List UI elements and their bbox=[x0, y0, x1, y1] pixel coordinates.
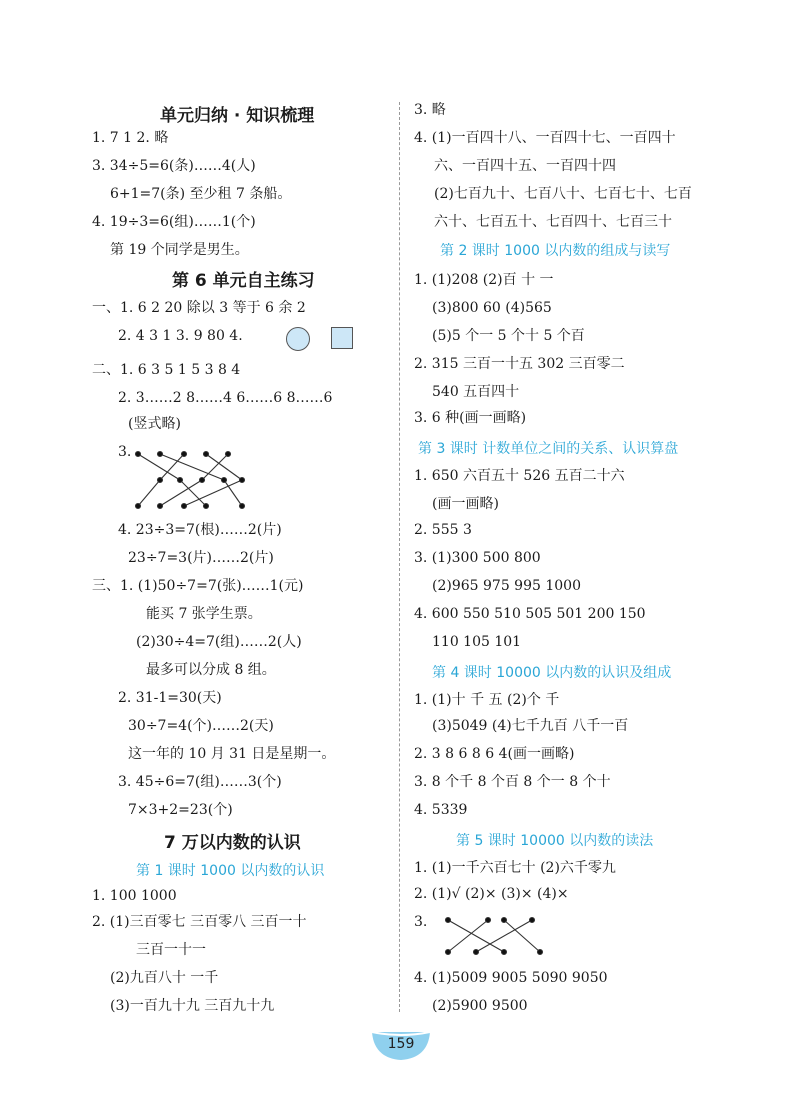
answer-line: 能买 7 张学生票。 bbox=[146, 606, 262, 622]
answer-line: 23÷7=3(片)……2(片) bbox=[128, 550, 274, 566]
lesson-title-2: 第 2 课时 1000 以内数的组成与读写 bbox=[440, 243, 671, 259]
chapter-title-7: 7 万以内数的认识 bbox=[164, 833, 301, 853]
answer-line: 540 五百四十 bbox=[432, 384, 520, 400]
answer-line: 4. 5339 bbox=[414, 802, 468, 818]
answer-line: 1. (1)一千六百七十 (2)六千零九 bbox=[414, 860, 616, 876]
answer-line: (竖式略) bbox=[128, 416, 181, 432]
answer-line: (3)一百九十九 三百九十九 bbox=[110, 998, 275, 1014]
answer-line: 2. 555 3 bbox=[414, 522, 472, 538]
answer-line: 6+1=7(条) 至少租 7 条船。 bbox=[110, 186, 292, 202]
answer-line: 4. (1)5009 9005 5090 9050 bbox=[414, 970, 608, 986]
lesson-title-4: 第 4 课时 10000 以内数的认识及组成 bbox=[432, 665, 672, 681]
answer-line: (3)800 60 (4)565 bbox=[432, 300, 552, 316]
answer-line: (3)5049 (4)七千九百 八千一百 bbox=[432, 718, 629, 734]
answer-line: 三百一十一 bbox=[136, 942, 206, 958]
answer-line: 4. (1)一百四十八、一百四十七、一百四十 bbox=[414, 130, 676, 146]
answer-line: 2. (1)三百零七 三百零八 三百一十 bbox=[92, 914, 307, 930]
section-title-unit-summary: 单元归纳 · 知识梳理 bbox=[160, 106, 315, 126]
answer-line: 2. 4 3 1 3. 9 80 4. bbox=[118, 328, 243, 344]
answer-line: 一、1. 6 2 20 除以 3 等于 6 余 2 bbox=[92, 300, 306, 316]
answer-line: 3. bbox=[414, 914, 428, 930]
answer-line: (5)5 个一 5 个十 5 个百 bbox=[432, 328, 585, 344]
answer-line: 4. 600 550 510 505 501 200 150 bbox=[414, 606, 646, 622]
answer-line: 2. 31-1=30(天) bbox=[118, 690, 222, 706]
answer-line: 3. (1)300 500 800 bbox=[414, 550, 541, 566]
answer-line: 3. 6 种(画一画略) bbox=[414, 410, 527, 426]
answer-line: (2)九百八十 一千 bbox=[110, 970, 219, 986]
answer-line: 2. (1)√ (2)× (3)× (4)× bbox=[414, 886, 569, 902]
page-number: 159 bbox=[387, 1036, 415, 1052]
lesson-title-3: 第 3 课时 计数单位之间的关系、认识算盘 bbox=[418, 441, 679, 457]
answer-line: 1. 650 六百五十 526 五百二十六 bbox=[414, 468, 625, 484]
answer-line: 110 105 101 bbox=[432, 634, 522, 650]
answer-line: (2)七百九十、七百八十、七百七十、七百 bbox=[434, 186, 692, 202]
answer-line: 第 19 个同学是男生。 bbox=[110, 242, 249, 258]
answer-line: 30÷7=4(个)……2(天) bbox=[128, 718, 274, 734]
answer-line: 这一年的 10 月 31 日是星期一。 bbox=[128, 746, 336, 762]
answer-line: 3. 45÷6=7(组)……3(个) bbox=[118, 774, 282, 790]
answer-line: (2)5900 9500 bbox=[432, 998, 528, 1014]
circle-shape bbox=[286, 327, 310, 351]
lesson-title-5: 第 5 课时 10000 以内数的读法 bbox=[456, 833, 654, 849]
answer-line: 3. bbox=[118, 444, 132, 460]
answer-line: 三、1. (1)50÷7=7(张)……1(元) bbox=[92, 578, 304, 594]
answer-line: 7×3+2=23(个) bbox=[128, 802, 233, 818]
answer-line: 六、一百四十五、一百四十四 bbox=[434, 158, 616, 174]
answer-line: 2. 3 8 6 8 6 4(画一画略) bbox=[414, 746, 575, 762]
section-title-unit6: 第 6 单元自主练习 bbox=[172, 271, 315, 291]
answer-line: (画一画略) bbox=[432, 496, 499, 512]
answer-line: 1. 100 1000 bbox=[92, 888, 177, 904]
answer-line: (2)30÷4=7(组)……2(人) bbox=[136, 634, 302, 650]
column-divider bbox=[399, 102, 400, 1012]
answer-line: 2. 3……2 8……4 6……6 8……6 bbox=[118, 390, 333, 406]
answer-line: 3. 34÷5=6(条)……4(人) bbox=[92, 158, 256, 174]
answer-line: 4. 19÷3=6(组)……1(个) bbox=[92, 214, 256, 230]
answer-line: 3. 略 bbox=[414, 102, 446, 118]
square-shape bbox=[331, 327, 353, 349]
matching-lines-diagram bbox=[128, 440, 258, 512]
answer-line: 二、1. 6 3 5 1 5 3 8 4 bbox=[92, 362, 241, 378]
lesson-title-1: 第 1 课时 1000 以内数的认识 bbox=[136, 863, 325, 879]
answer-line: 2. 315 三百一十五 302 三百零二 bbox=[414, 356, 625, 372]
matching-lines-diagram-right bbox=[440, 912, 560, 962]
answer-line: 六十、七百五十、七百四十、七百三十 bbox=[434, 214, 672, 230]
answer-line: (2)965 975 995 1000 bbox=[432, 578, 581, 594]
answer-line: 3. 8 个千 8 个百 8 个一 8 个十 bbox=[414, 774, 611, 790]
answer-line: 1. (1)208 (2)百 十 一 bbox=[414, 272, 554, 288]
answer-line: 1. 7 1 2. 略 bbox=[92, 130, 169, 146]
answer-line: 最多可以分成 8 组。 bbox=[146, 662, 276, 678]
answer-line: 4. 23÷3=7(根)……2(片) bbox=[118, 522, 282, 538]
answer-line: 1. (1)十 千 五 (2)个 千 bbox=[414, 692, 560, 708]
